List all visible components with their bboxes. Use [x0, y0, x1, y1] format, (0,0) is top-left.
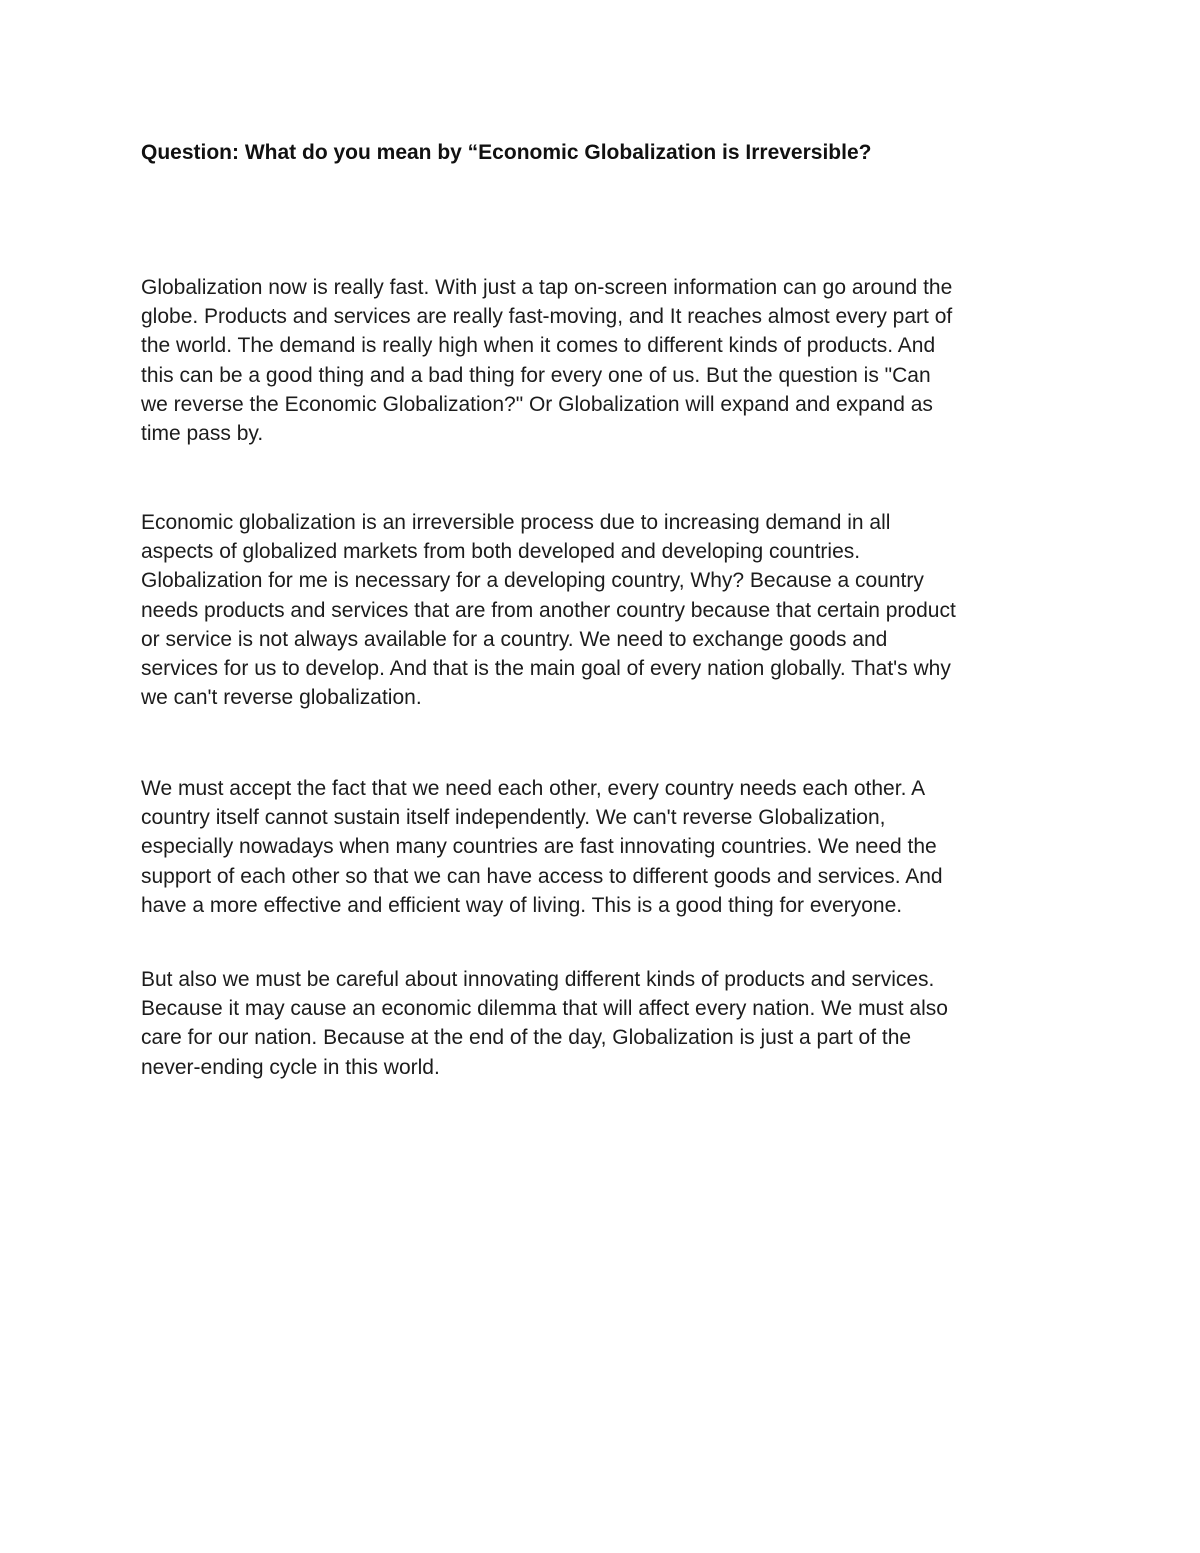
text-line: country itself cannot sustain itself independently. We can't reverse Globalization,	[141, 806, 886, 830]
text-line: We must accept the fact that we need each other, every country needs each other. A	[141, 777, 926, 800]
text-line: the world. The demand is really high when it comes to different kinds of products. And	[141, 334, 936, 358]
text-line: aspects of globalized markets from both developed and developing countries.	[141, 540, 861, 564]
text-line: this can be a good thing and a bad thing for every one of us. But the question is "Can	[141, 363, 931, 387]
text-line: globe. Products and services are really fast-moving, and It reaches almost every part of	[141, 305, 953, 329]
text-line: Globalization now is really fast. With just a tap on-screen information can go around the	[141, 276, 953, 299]
text-line: Globalization for me is necessary for a developing country, Why? Because a country	[141, 569, 924, 593]
paragraph-intro	[141, 273, 1081, 448]
paragraph-irreversible	[141, 508, 1081, 712]
text-line: we reverse the Economic Globalization?" Or Globalization will expand and expand as	[141, 392, 933, 416]
text-line: services for us to develop. And that is the main goal of every nation globally. That's why	[141, 657, 951, 681]
text-line: Because it may cause an economic dilemma that will affect every nation. We must also	[141, 997, 948, 1021]
paragraph-interdependence	[141, 774, 1081, 920]
text-line: Economic globalization is an irreversible process due to increasing demand in all	[141, 511, 891, 534]
text-line: we can't reverse globalization.	[141, 686, 422, 710]
text-line: But also we must be careful about innovating different kinds of products and services.	[141, 968, 935, 991]
text-line: support of each other so that we can have access to different goods and services. And	[141, 864, 943, 888]
text-line: have a more effective and efficient way of living. This is a good thing for everyone.	[141, 893, 903, 917]
text-line: especially nowadays when many countries are fast innovating countries. We need the	[141, 835, 937, 859]
paragraph-caution	[141, 965, 1081, 1082]
question-heading: Question: What do you mean by “Economic Globalization is Irreversible?	[141, 141, 872, 164]
text-line: or service is not always available for a country. We need to exchange goods and	[141, 627, 888, 651]
text-line: never-ending cycle in this world.	[141, 1055, 440, 1079]
text-line: needs products and services that are from another country because that certain product	[141, 598, 956, 622]
text-line: care for our nation. Because at the end of the day, Globalization is just a part of the	[141, 1026, 912, 1050]
text-line: time pass by.	[141, 422, 264, 446]
